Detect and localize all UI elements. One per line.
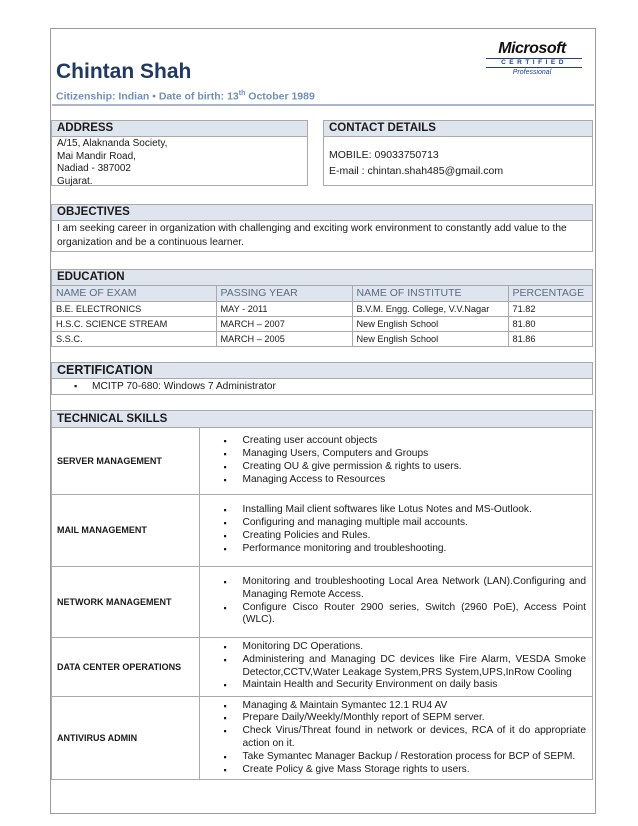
list-item: ▪ Creating Policies and Rules.: [224, 530, 587, 543]
table-cell: MAY - 2011: [216, 301, 352, 316]
table-cell: MARCH – 2007: [216, 316, 352, 331]
list-item: ▪ Create Policy & give Mass Storage rights to users.: [224, 764, 587, 777]
bullet-icon: ▪: [74, 381, 78, 391]
skill-label: ANTIVIRUS ADMIN: [52, 696, 199, 780]
certification-heading: CERTIFICATION: [52, 363, 592, 379]
table-row: [52, 316, 592, 331]
table-cell: 71.82: [508, 301, 592, 316]
skill-details: [199, 494, 592, 566]
technical-skills-section: [51, 410, 593, 780]
date-superscript: th: [238, 90, 246, 97]
column-header: NAME OF EXAM: [52, 286, 216, 301]
list-item: ▪ Configuring and managing multiple mail accounts.: [224, 517, 587, 530]
objectives-heading: OBJECTIVES: [52, 205, 592, 221]
table-cell: B.V.M. Engg. College, V.V.Nagar: [352, 301, 508, 316]
skill-label: DATA CENTER OPERATIONS: [52, 637, 199, 696]
table-cell: B.E. ELECTRONICS: [52, 301, 216, 316]
skill-details: [199, 566, 592, 637]
education-heading: EDUCATION: [52, 270, 592, 286]
skill-details: [199, 696, 592, 780]
logo-brand: Microsoft: [498, 40, 566, 57]
list-item: ▪ Performance monitoring and troubleshooting.: [224, 543, 587, 556]
skill-row: [52, 637, 592, 696]
list-item: ▪ Take Symantec Manager Backup / Restoration process for BCP of SEPM.: [224, 751, 587, 764]
list-item: ▪ Managing & Maintain Symantec 12.1 RU4 AV: [224, 700, 587, 713]
list-item: ▪ Monitoring and troubleshooting Local Area Network (LAN).Configuring and Managing Remote Access.: [224, 576, 587, 602]
address-line: Mai Mandir Road,: [57, 150, 136, 162]
email-address: E-mail : chintan.shah485@gmail.com: [329, 165, 504, 177]
list-item: ▪ Maintain Health and Security Environment on daily basis: [224, 679, 587, 692]
column-header: NAME OF INSTITUTE: [352, 286, 508, 301]
certification-item: [52, 379, 592, 396]
address-heading: ADDRESS: [52, 121, 307, 137]
contact-body: [324, 137, 592, 181]
table-row: [52, 331, 592, 346]
objectives-text: I am seeking career in organization with challenging and exciting work environment to constantly add value to the organization and be a continuous learner.: [57, 223, 567, 248]
mobile-number: MOBILE: 09033750713: [329, 149, 439, 161]
citizenship-text: Citizenship: Indian • Date of birth: 13: [56, 90, 239, 103]
table-cell: 81.86: [512, 333, 536, 344]
objectives-section: [51, 204, 593, 252]
education-table: [52, 286, 592, 346]
table-cell: 81.80: [508, 316, 592, 331]
certification-section: [51, 362, 593, 395]
table-cell: S.S.C.: [52, 331, 216, 346]
table-cell: H.S.C. SCIENCE STREAM: [52, 316, 216, 331]
list-item: ▪ Creating OU & give permission & rights to users.: [224, 461, 587, 474]
skill-row: [52, 566, 592, 637]
list-item: ▪ Installing Mail client softwares like Lotus Notes and MS-Outlook.: [224, 504, 587, 517]
candidate-name: Chintan Shah: [56, 60, 192, 83]
header-divider: [52, 104, 594, 106]
education-section: [51, 269, 593, 347]
address-section: [51, 120, 308, 186]
address-line: Gujarat.: [57, 175, 93, 187]
list-item: ▪ Managing Users, Computers and Groups: [224, 448, 587, 461]
list-item: ▪ Prepare Daily/Weekly/Monthly report of SEPM server.: [224, 712, 587, 725]
table-cell: New English School: [352, 331, 508, 346]
skill-row: [52, 696, 592, 780]
skills-table: [52, 428, 592, 780]
table-cell: MARCH – 2005: [216, 331, 352, 346]
list-item: ▪ Administering and Managing DC devices like Fire Alarm, VESDA Smoke Detector,CCTV,Water Leakage System,PRS System,UPS,InRow Cooling: [224, 654, 587, 680]
list-item: ▪ Managing Access to Resources: [224, 474, 587, 487]
table-header-row: [52, 286, 592, 301]
contact-heading: CONTACT DETAILS: [324, 121, 592, 137]
table-row: [52, 301, 592, 316]
list-item: ▪ Creating user account objects: [224, 435, 587, 448]
citizenship-line: [56, 90, 315, 103]
skill-row: [52, 494, 592, 566]
column-header: PASSING YEAR: [216, 286, 352, 301]
skill-label: SERVER MANAGEMENT: [52, 428, 199, 494]
list-item: ▪ Configure Cisco Router 2900 series, Switch (2960 PoE), Access Point (WLC).: [224, 602, 587, 628]
contact-section: [323, 120, 593, 186]
address-line: A/15, Alaknanda Society,: [57, 138, 168, 149]
list-item: ▪ Check Virus/Threat found in network or devices, RCA of it do appropriate action on it.: [224, 725, 587, 751]
skill-details: [199, 428, 592, 494]
column-header: PERCENTAGE: [508, 286, 592, 301]
technical-skills-heading: TECHNICAL SKILLS: [52, 411, 592, 428]
logo-certified: CERTIFIED: [486, 58, 582, 68]
skill-label: NETWORK MANAGEMENT: [52, 566, 199, 637]
birth-date-month: October 1989: [245, 90, 315, 103]
address-line: Nadiad - 387002: [57, 163, 131, 174]
certification-text: MCITP 70-680: Windows 7 Administrator: [92, 381, 276, 392]
list-item: ▪ Monitoring DC Operations.: [224, 641, 587, 654]
address-body: [52, 137, 307, 190]
skill-label: MAIL MANAGEMENT: [52, 494, 199, 566]
microsoft-certified-logo: [478, 41, 586, 77]
table-cell: New English School: [352, 316, 508, 331]
skill-row: [52, 428, 592, 494]
logo-professional: Professional: [512, 69, 552, 76]
skill-details: [199, 637, 592, 696]
